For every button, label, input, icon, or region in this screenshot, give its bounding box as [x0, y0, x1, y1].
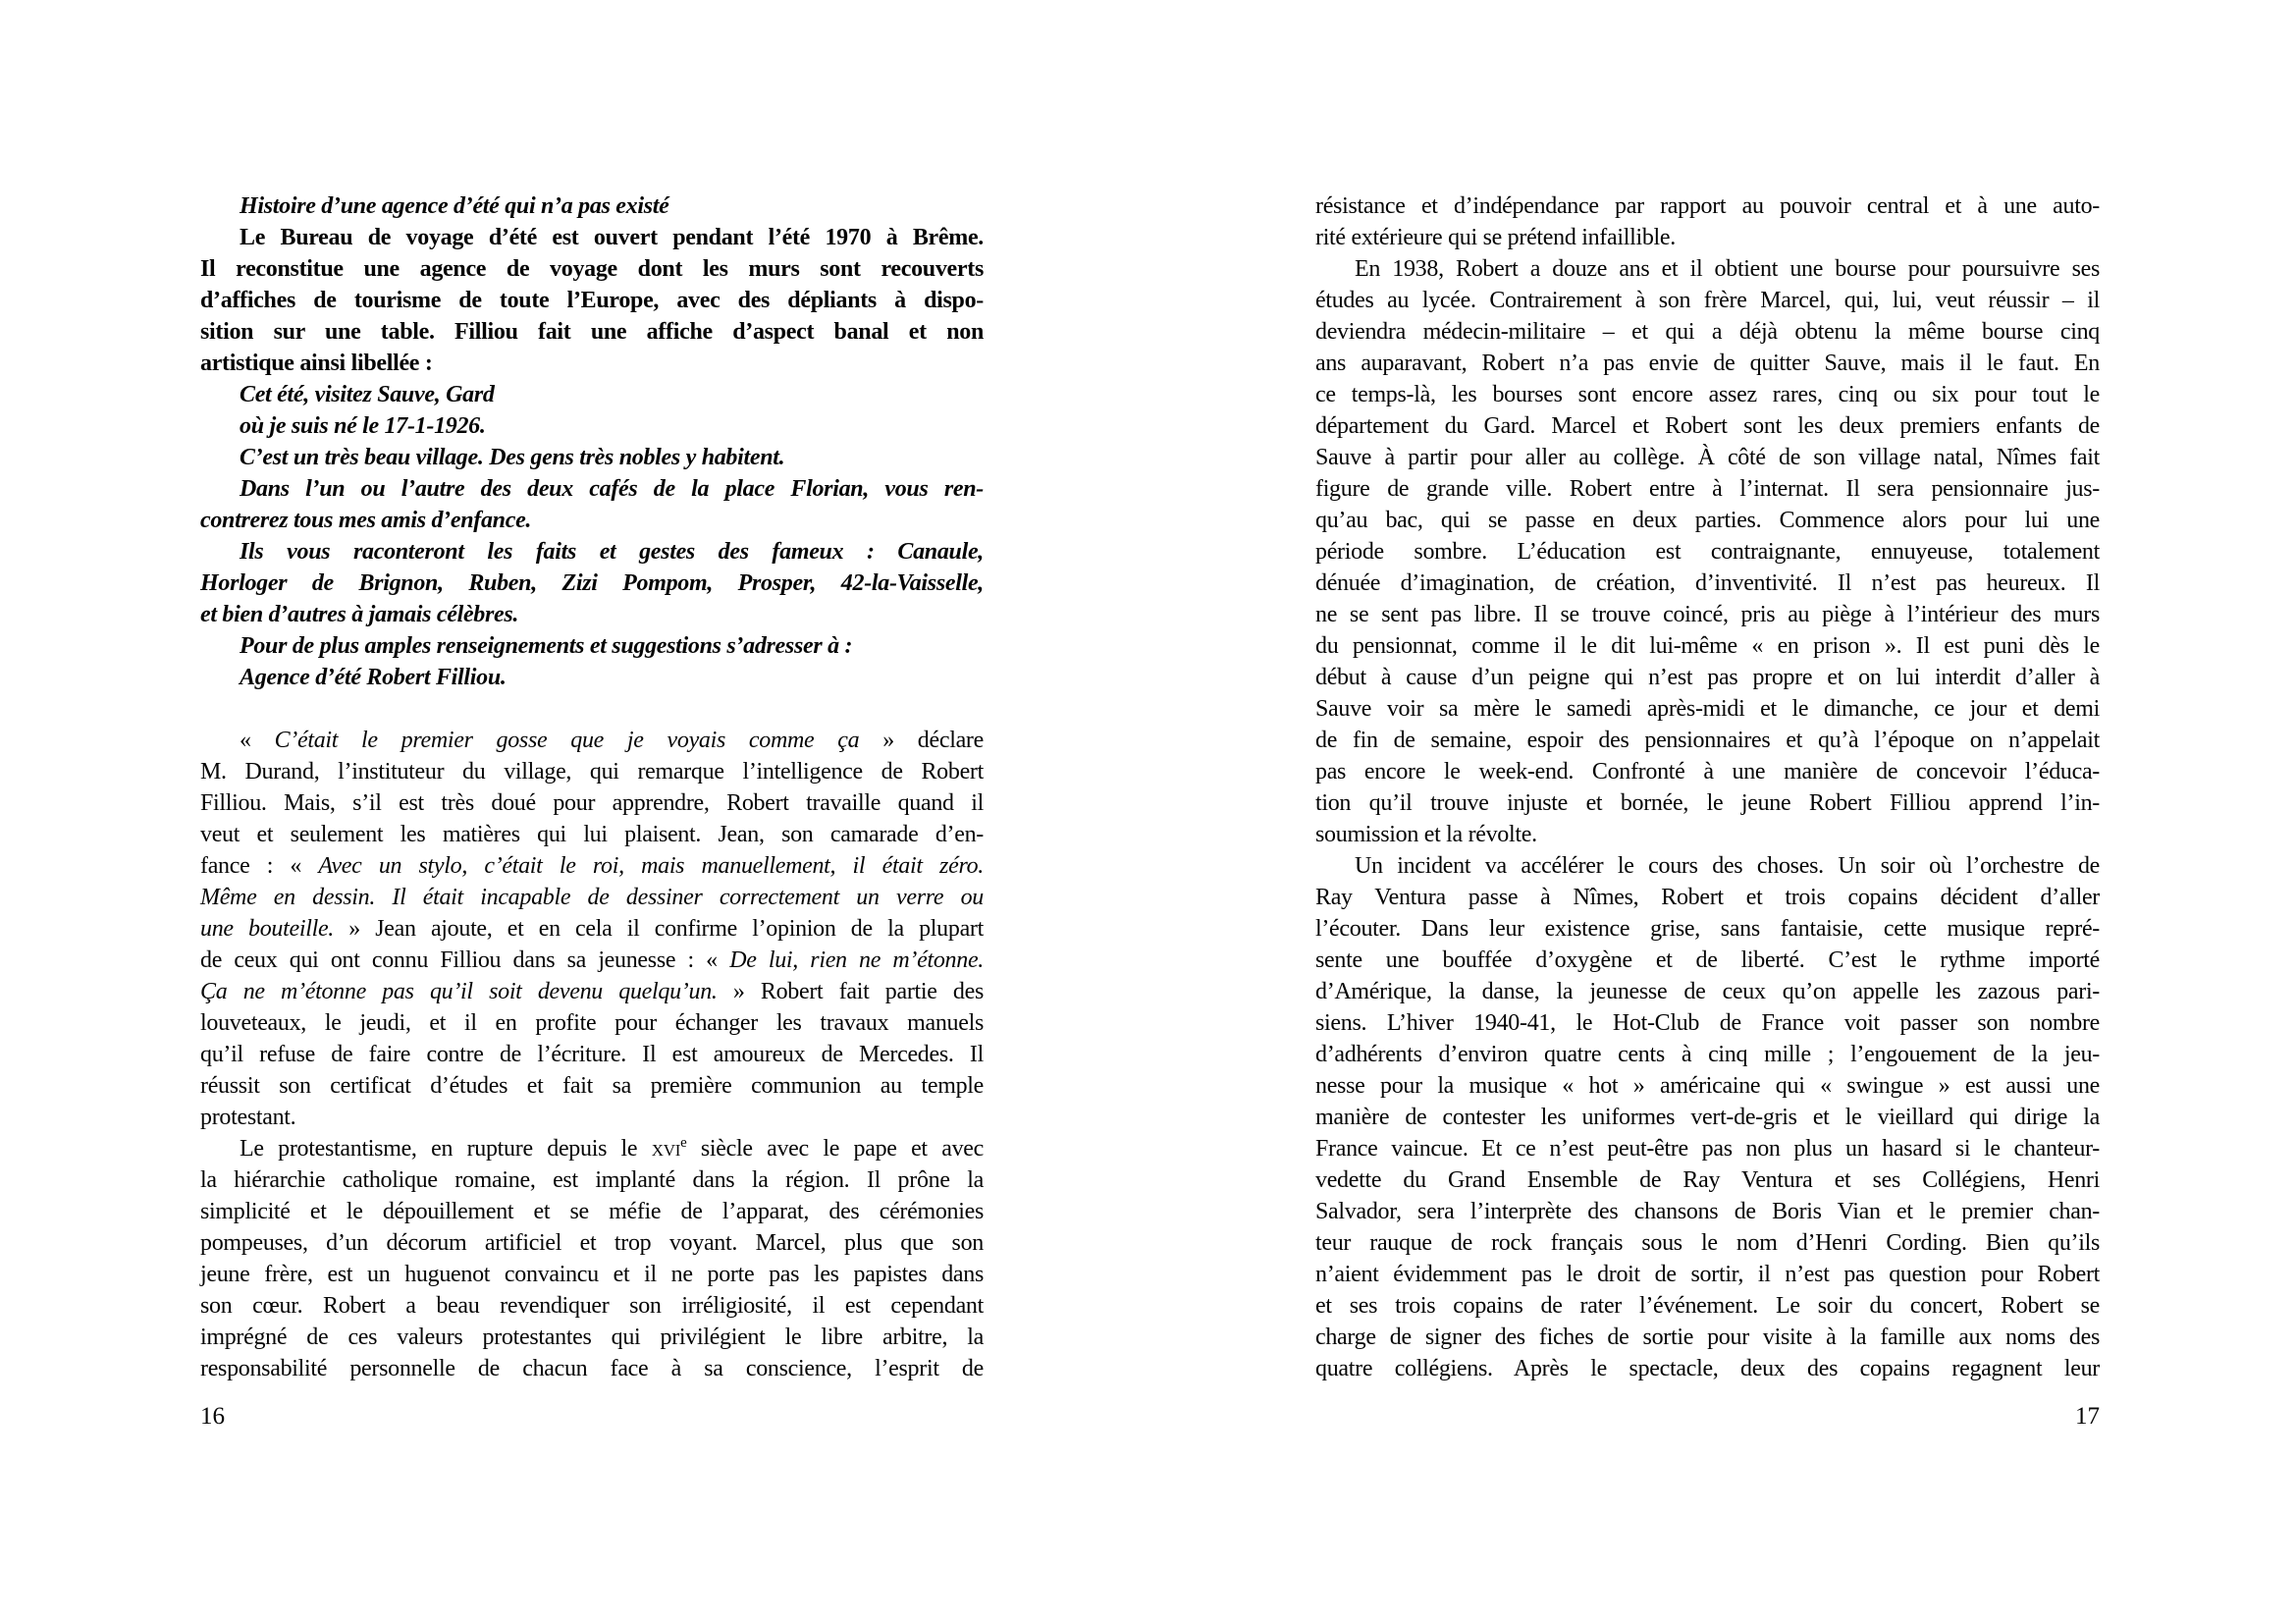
small-caps-numeral: xvi	[651, 1136, 681, 1162]
text-line: charge de signer des fiches de sortie pour visite à la famille aux noms des	[1315, 1325, 2100, 1350]
paragraph	[200, 379, 984, 410]
text-line: ans auparavant, Robert n’a pas envie de quitter Sauve, mais il le faut. En	[1315, 351, 2100, 376]
text-line: manière de contester les uniformes vert-de-gris et le vieillard qui dirige la	[1315, 1105, 2100, 1130]
text-line: une bouteille. » Jean ajoute, et en cela il confirme l’opinion de la plupart	[200, 916, 984, 942]
text-line: Il reconstitue une agence de voyage dont les murs sont recouverts	[200, 256, 984, 282]
text-line: soumission et la révolte.	[1315, 822, 1537, 847]
paragraph	[200, 473, 984, 536]
paragraph	[1315, 253, 2100, 850]
text-line: teur rauque de rock français sous le nom d’Henri Cording. Bien qu’ils	[1315, 1230, 2100, 1256]
text-line: et ses trois copains de rater l’événement. Le soir du concert, Robert se	[1315, 1293, 2100, 1319]
text-line	[200, 882, 984, 913]
paragraph	[1315, 190, 2100, 253]
text-line: Salvador, sera l’interprète des chansons de Boris Vian et le premier chan-	[1315, 1199, 2100, 1224]
text-line: d’affiches de tourisme de toute l’Europe, avec des dépliants à dispo-	[200, 288, 984, 313]
text-line: siens. L’hiver 1940-41, le Hot-Club de France voit passer son nombre	[1315, 1010, 2100, 1036]
text-line: M. Durand, l’instituteur du village, qui remarque l’intelligence de Robert	[200, 759, 984, 784]
text-line: C’est un très beau village. Des gens très nobles y habitent.	[240, 445, 785, 470]
text-line: Sauve à partir pour aller au collège. À côté de son village natal, Nîmes fait	[1315, 445, 2100, 470]
text-line: et bien d’autres à jamais célèbres.	[200, 602, 519, 627]
text-line: du pensionnat, comme il le dit lui-même « en prison ». Il est puni dès le	[1315, 633, 2100, 659]
text-line: qu’il refuse de faire contre de l’écriture. Il est amoureux de Mercedes. Il	[200, 1042, 984, 1067]
right-page-number: 17	[2075, 1403, 2100, 1430]
paragraph	[200, 536, 984, 630]
text-line: n’aient évidemment pas le droit de sortir, il n’est pas question pour Robert	[1315, 1262, 2100, 1287]
text-line: de ceux qui ont connu Filliou dans sa jeunesse : « De lui, rien ne m’étonne.	[200, 947, 985, 973]
text-line: Histoire d’une agence d’été qui n’a pas existé	[240, 193, 669, 219]
ordinal-superscript: e	[680, 1135, 687, 1151]
text-line: deviendra médecin-militaire – et qui a déjà obtenu la même bourse cinq	[1315, 319, 2100, 345]
text-line: dénuée d’imagination, de création, d’inventivité. Il n’est pas heureux. Il	[1315, 570, 2100, 596]
text-line: pompeuses, d’un décorum artificiel et trop voyant. Marcel, plus que son	[200, 1230, 984, 1256]
paragraph	[200, 725, 984, 1133]
text-line: qu’au bac, qui se passe en deux parties. Commence alors pour lui une	[1315, 508, 2100, 533]
text-line: la hiérarchie catholique romaine, est implanté dans la région. Il prône la	[200, 1167, 984, 1193]
italic-quote: une bouteille.	[200, 916, 334, 942]
text-line: simplicité et le dépouillement et se méfie de l’apparat, des cérémonies	[200, 1199, 984, 1224]
text-line: Agence d’été Robert Filliou.	[240, 665, 507, 690]
text-line: Sauve voir sa mère le samedi après-midi et le dimanche, ce jour et demi	[1315, 696, 2100, 722]
text-line: de fin de semaine, espoir des pensionnaires et qu’à l’époque on n’appelait	[1315, 728, 2100, 753]
text-line: louveteaux, le jeudi, et il en profite pour échanger les travaux manuels	[200, 1010, 984, 1036]
text-line: études au lycée. Contrairement à son frère Marcel, qui, lui, veut réussir – il	[1315, 288, 2100, 313]
text-line: nesse pour la musique « hot » américaine qui « swingue » est aussi une	[1315, 1073, 2100, 1099]
text-line: tion qu’il trouve injuste et bornée, le jeune Robert Filliou apprend l’in-	[1315, 790, 2100, 816]
text-line: Le protestantisme, en rupture depuis le xvi$^e$ siècle avec le pape et avec	[240, 1135, 984, 1162]
paragraph	[200, 190, 984, 222]
text-line: début à cause d’un peigne qui n’est pas propre et on lui interdit d’aller à	[1315, 665, 2100, 690]
text-line: vedette du Grand Ensemble de Ray Ventura et ses Collégiens, Henri	[1315, 1167, 2100, 1193]
text-line: jeune frère, est un huguenot convaincu et il ne porte pas les papistes dans	[200, 1262, 984, 1287]
text-line: pas encore le week-end. Confronté à une manière de concevoir l’éduca-	[1315, 759, 2100, 784]
paragraph	[200, 1133, 984, 1384]
text-line: contrerez tous mes amis d’enfance.	[200, 508, 532, 533]
text-line: Un incident va accélérer le cours des choses. Un soir où l’orchestre de	[1355, 853, 2100, 879]
text-line: imprégné de ces valeurs protestantes qui privilégient le libre arbitre, la	[200, 1325, 984, 1350]
text-line: Ils vous raconteront les faits et gestes des fameux : Canaule,	[240, 539, 984, 565]
text-line: veut et seulement les matières qui lui plaisent. Jean, son camarade d’en-	[200, 822, 984, 847]
text-line: rité extérieure qui se prétend infaillible.	[1315, 225, 1676, 250]
text-line: quatre collégiens. Après le spectacle, deux des copains regagnent leur	[1315, 1356, 2100, 1381]
text-line: artistique ainsi libellée :	[200, 351, 433, 376]
italic-quote: De lui, rien ne m’étonne.	[729, 947, 985, 973]
left-page-number: 16	[200, 1403, 225, 1430]
text-line: Dans l’un ou l’autre des deux cafés de la place Florian, vous ren-	[240, 476, 984, 502]
text-line: Horloger de Brignon, Ruben, Zizi Pompom, Prosper, 42-la-Vaisselle,	[200, 570, 984, 596]
text-line: Ray Ventura passe à Nîmes, Robert et trois copains décident d’aller	[1315, 885, 2100, 910]
paragraph	[200, 630, 984, 662]
italic-quote: Avec un stylo, c’était le roi, mais manuellement, il était zéro.	[318, 853, 984, 879]
right-page-text	[1315, 190, 2100, 1384]
text-line: Ça ne m’étonne pas qu’il soit devenu quelqu’un. » Robert fait partie des	[200, 979, 984, 1004]
italic-quote: C’était le premier gosse que je voyais comme ça	[274, 728, 860, 753]
text-line: résistance et d’indépendance par rapport au pouvoir central et à une auto-	[1315, 193, 2100, 219]
text-line: Pour de plus amples renseignements et suggestions s’adresser à :	[240, 633, 853, 659]
text-line: responsabilité personnelle de chacun face à sa conscience, l’esprit de	[200, 1356, 984, 1381]
italic-quote: Même en dessin. Il était incapable de dessiner correctement un verre ou	[200, 885, 984, 910]
text-line: En 1938, Robert a douze ans et il obtient une bourse pour poursuivre ses	[1355, 256, 2100, 282]
text-line: France vaincue. Et ce n’est peut-être pas non plus un hasard si le chanteur-	[1315, 1136, 2100, 1162]
text-line: période sombre. L’éducation est contraignante, ennuyeuse, totalement	[1315, 539, 2100, 565]
text-line: sente une bouffée d’oxygène et de liberté. C’est le rythme importé	[1315, 947, 2100, 973]
italic-quote: Ça ne m’étonne pas qu’il soit devenu quelqu’un.	[200, 979, 718, 1004]
paragraph	[200, 222, 984, 379]
text-line: ne se sent pas libre. Il se trouve coincé, pris au piège à l’intérieur des murs	[1315, 602, 2100, 627]
paragraph	[200, 442, 984, 473]
text-line: protestant.	[200, 1105, 296, 1130]
text-line: son cœur. Robert a beau revendiquer son irréligiosité, il est cependant	[200, 1293, 984, 1319]
text-line: département du Gard. Marcel et Robert sont les deux premiers enfants de	[1315, 413, 2100, 439]
text-line: figure de grande ville. Robert entre à l’internat. Il sera pensionnaire jus-	[1315, 476, 2100, 502]
text-line: Le Bureau de voyage d’été est ouvert pendant l’été 1970 à Brême.	[240, 225, 984, 250]
text-line: fance : « Avec un stylo, c’était le roi, mais manuellement, il était zéro.	[200, 853, 984, 879]
text-line: réussit son certificat d’études et fait sa première communion au temple	[200, 1073, 984, 1099]
text-line: sition sur une table. Filliou fait une affiche d’aspect banal et non	[200, 319, 984, 345]
text-line: d’adhérents d’environ quatre cents à cinq mille ; l’engouement de la jeu-	[1315, 1042, 2100, 1067]
text-line: où je suis né le 17-1-1926.	[240, 413, 486, 439]
text-line: « C’était le premier gosse que je voyais comme ça » déclare	[240, 728, 984, 753]
text-line: ce temps-là, les bourses sont encore assez rares, cinq ou six pour tout le	[1315, 382, 2100, 407]
text-line: l’écouter. Dans leur existence grise, sans fantaisie, cette musique repré-	[1315, 916, 2100, 942]
text-line: Filliou. Mais, s’il est très doué pour apprendre, Robert travaille quand il	[200, 790, 984, 816]
text-line: d’Amérique, la danse, la jeunesse de ceux qu’on appelle les zazous pari-	[1315, 979, 2100, 1004]
paragraph	[200, 410, 984, 442]
left-page-text	[200, 190, 984, 1384]
paragraph	[200, 662, 984, 693]
paragraph	[1315, 850, 2100, 1384]
text-line: Cet été, visitez Sauve, Gard	[240, 382, 495, 407]
